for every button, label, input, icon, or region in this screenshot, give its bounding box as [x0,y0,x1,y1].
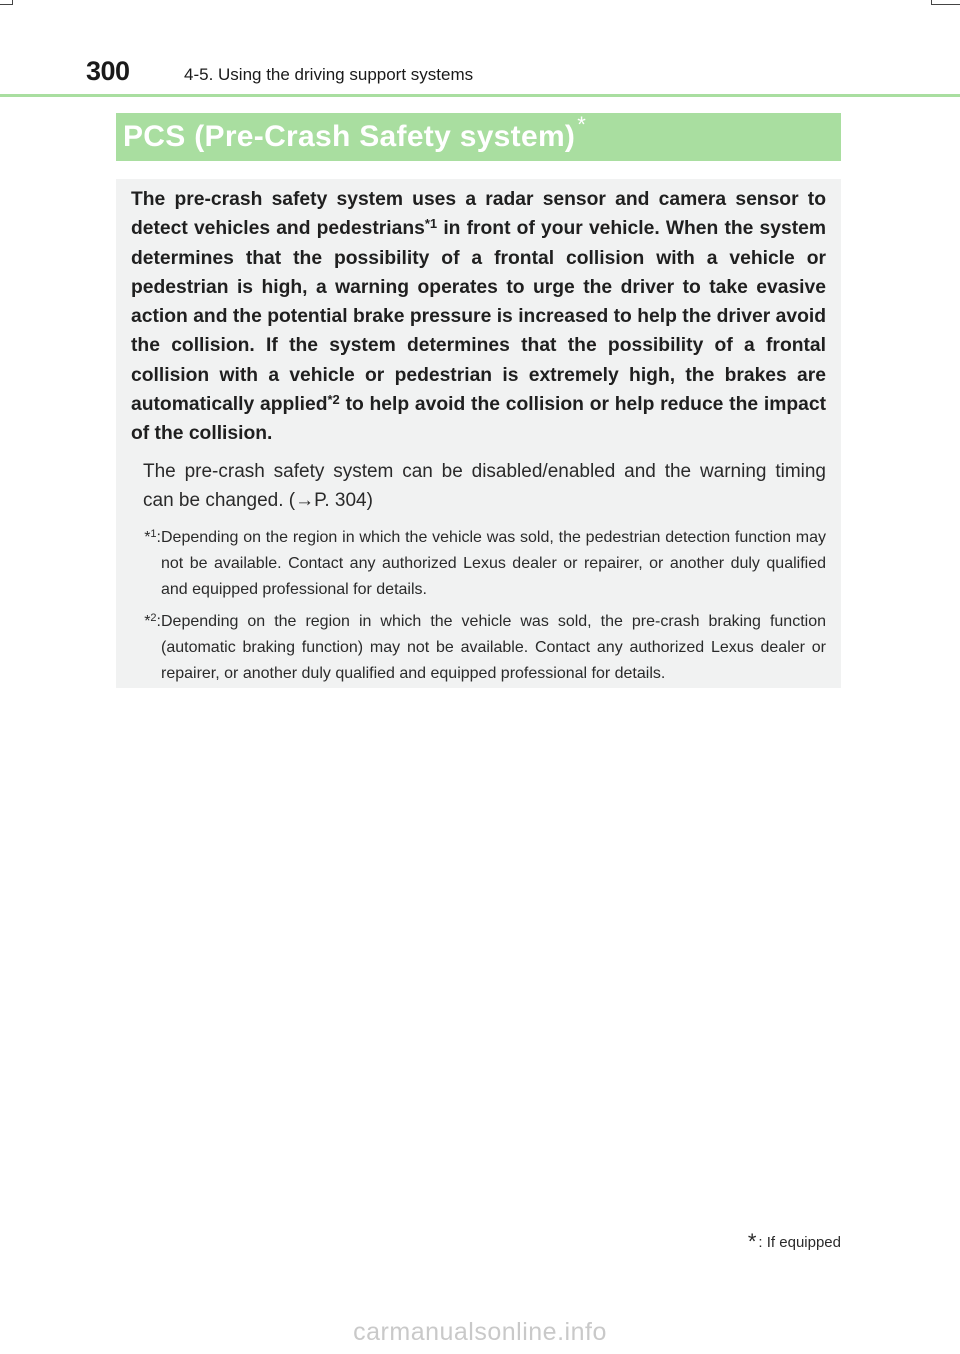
if-equipped-note [748,1227,841,1253]
title-bar [116,113,841,161]
header-rule [0,94,960,97]
footnote-mark: *$^2$: [144,612,161,631]
page-header [0,0,960,100]
footnote-item [131,609,826,687]
if-equipped-text: : If equipped [758,1234,841,1251]
title-asterisk: * [577,112,586,137]
footnote-ref-2: *2 [327,392,340,408]
asterisk-icon: * [747,1229,757,1254]
page-number: 300 [86,56,130,86]
lead-paragraph [131,185,826,449]
content-box [116,179,841,688]
footnote-ref-1: *1 [424,216,438,232]
footnote-mark: *$^1$: [144,528,161,547]
lead-text-2: in front of your vehicle. When the system determines that the possibility of a frontal collision with a vehicle or pedestrian is high, a warning operates to urge the driver to take evasive action and the potential brake pressure is increased to help the driver avoid the collision. If the system determines that the possibility of a frontal collision with a vehicle or pedestrian is extremely high, the brakes are automatically applied [131,218,826,416]
lead-text-3: to help avoid the collision or help reduce the impact of the collision. [131,394,826,445]
note-paragraph [143,457,826,516]
note-text: The pre-crash safety system can be disabled/enabled and the warning timing can be changed. ( [143,460,826,511]
page-reference-link[interactable]: P. 304 [314,489,367,511]
footnote-text: Depending on the region in which the vehicle was sold, the pre-crash braking function (automatic braking function) may not be available. Contact any authorized Lexus dealer or repairer, or another duly qualified and equipped professional for details. [161,613,826,683]
page-title: PCS (Pre-Crash Safety system) [123,120,576,153]
arrow-right-icon: → [295,489,315,511]
footnotes [131,525,826,687]
note-close: ) [366,489,373,511]
section-title: 4-5. Using the driving support systems [184,65,474,84]
lead-text-1: The pre-crash safety system uses a radar sensor and camera sensor to detect vehicles and pedestrians [131,189,826,240]
footnote-item [131,525,826,603]
watermark: carmanualsonline.info [353,1318,607,1346]
footnote-text: Depending on the region in which the vehicle was sold, the pedestrian detection function may not be available. Contact any authorized Lexus dealer or repairer, or another duly qualified and equipped professional for details. [161,529,826,599]
